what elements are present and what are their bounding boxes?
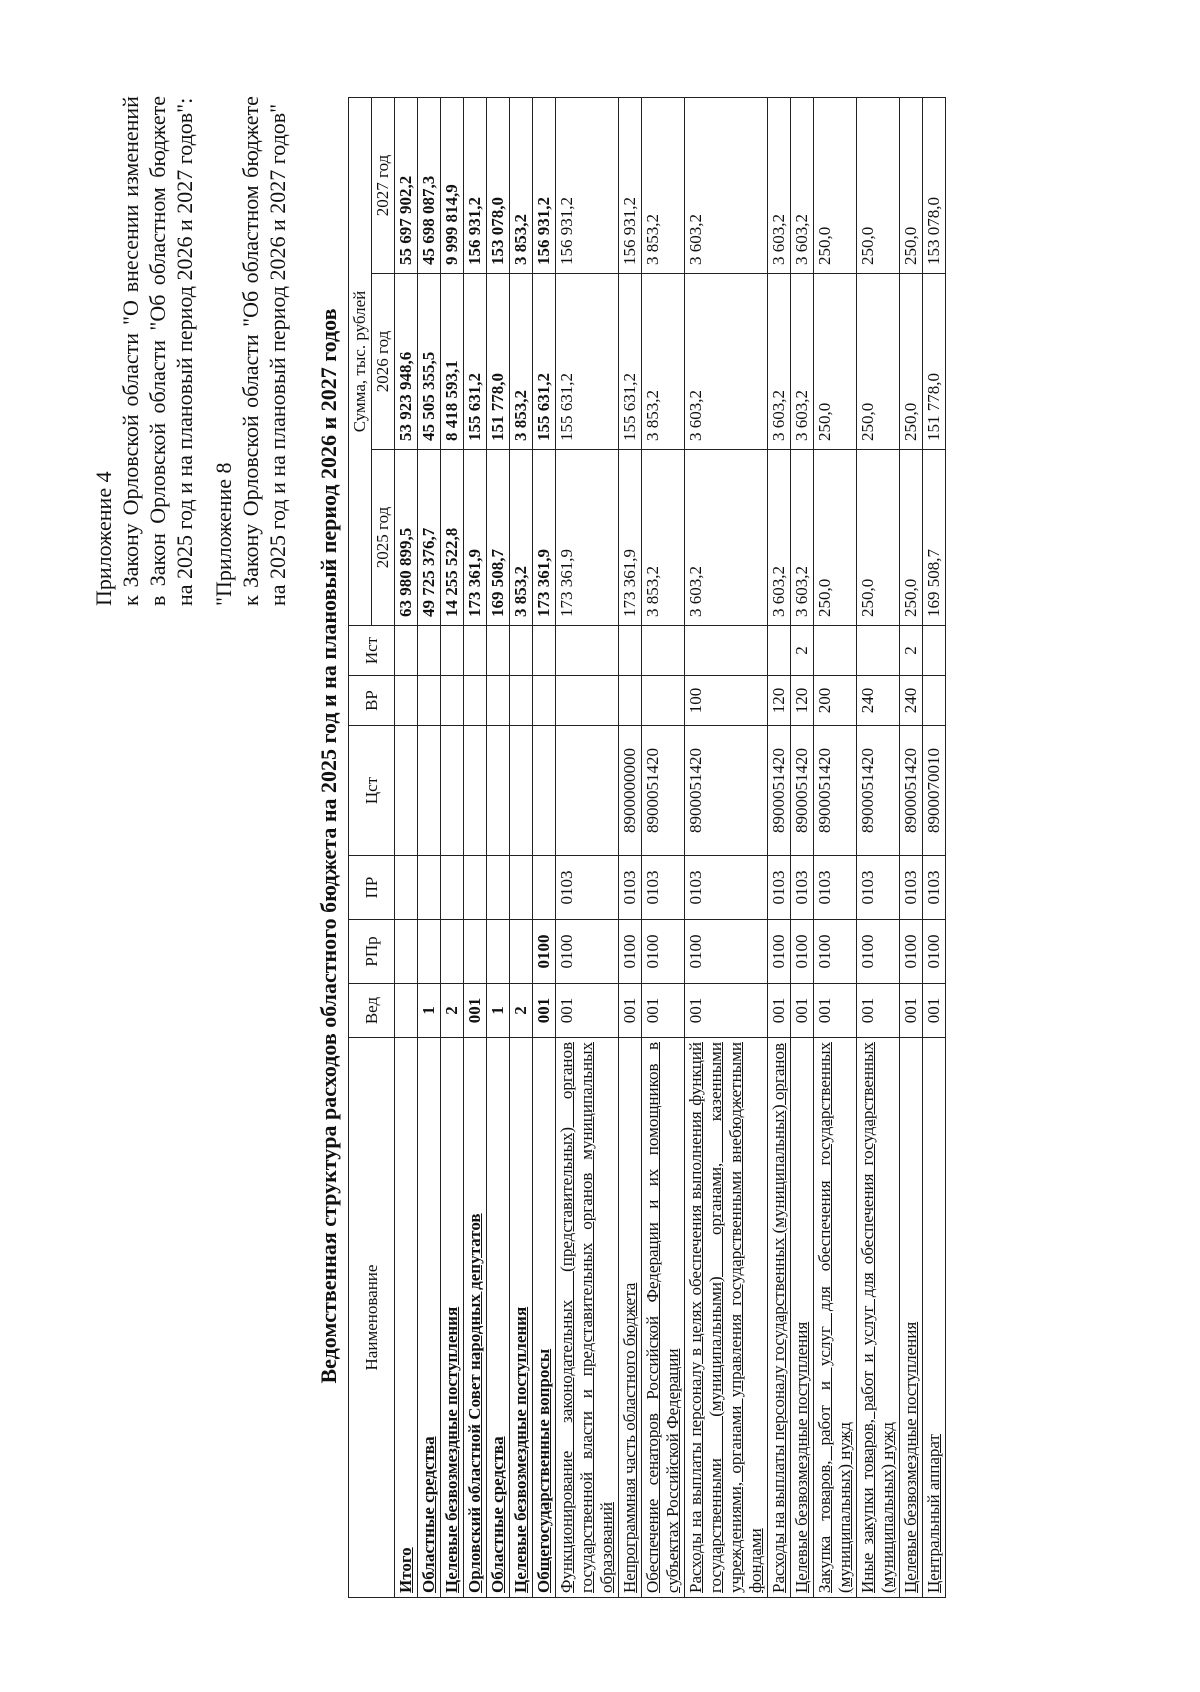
appendix-line: на 2025 год и на плановый период 2026 и 2027 годов" (265, 103, 290, 606)
cell-name: Расходы на выплаты персоналу государственных (муниципальных) органов (768, 1038, 791, 1598)
cell-2026: 151 778,0 (487, 274, 510, 450)
cell-ved: 1 (418, 984, 441, 1038)
document-page (80, 76, 1120, 1616)
cell-ved: 001 (768, 984, 791, 1038)
table-row (619, 97, 642, 1597)
cell-vr (441, 676, 464, 726)
cell-2025: 3 603,2 (685, 450, 768, 626)
table-row (533, 97, 556, 1597)
cell-ved: 001 (685, 984, 768, 1038)
appendix-header-amended (210, 96, 291, 606)
cell-cst: 8900051420 (857, 726, 900, 856)
header-vr: ВР (349, 676, 395, 726)
cell-2026: 45 505 355,5 (418, 274, 441, 450)
header-2025: 2025 год (372, 450, 395, 626)
cell-cst (464, 726, 487, 856)
cell-ist (533, 626, 556, 676)
cell-2026: 3 853,2 (642, 274, 685, 450)
appendix-number: "Приложение 8 (211, 462, 236, 606)
table-row (464, 97, 487, 1597)
cell-2025: 169 508,7 (487, 450, 510, 626)
document-title: Ведомственная структура расходов областного бюджета на 2025 год и на плановый период 2026 и 2027 годов (316, 308, 341, 1384)
cell-vr: 120 (791, 676, 814, 726)
cell-ist: 2 (791, 626, 814, 676)
cell-2026: 8 418 593,1 (441, 274, 464, 450)
cell-cst (510, 726, 533, 856)
cell-pr: 0103 (857, 856, 900, 920)
cell-2025: 3 603,2 (791, 450, 814, 626)
cell-name: Непрограммная часть областного бюджета (619, 1038, 642, 1598)
cell-ved: 001 (556, 984, 619, 1038)
cell-name: Общегосударственные вопросы (533, 1038, 556, 1598)
cell-2025: 250,0 (857, 450, 900, 626)
cell-2027: 9 999 814,9 (441, 97, 464, 273)
cell-vr (923, 676, 946, 726)
cell-ist (441, 626, 464, 676)
cell-ved: 2 (441, 984, 464, 1038)
cell-2027: 156 931,2 (619, 97, 642, 273)
cell-pr (464, 856, 487, 920)
cell-name: Областные средства (487, 1038, 510, 1598)
cell-rpr (418, 920, 441, 984)
cell-rpr (510, 920, 533, 984)
table-row (791, 97, 814, 1597)
cell-rpr: 0100 (791, 920, 814, 984)
cell-2026: 155 631,2 (619, 274, 642, 450)
cell-vr (510, 676, 533, 726)
cell-2026: 250,0 (900, 274, 923, 450)
cell-pr: 0103 (642, 856, 685, 920)
cell-name: Функционирование законодательных (представительных) органов государственной власти и представительных органов муниципальных образований (556, 1038, 619, 1598)
cell-cst (441, 726, 464, 856)
cell-2025: 63 980 899,5 (395, 450, 418, 626)
cell-2025: 3 603,2 (768, 450, 791, 626)
cell-2027: 45 698 087,3 (418, 97, 441, 273)
cell-vr (642, 676, 685, 726)
cell-ved: 1 (487, 984, 510, 1038)
cell-ved: 2 (510, 984, 533, 1038)
table-row (814, 97, 857, 1597)
cell-rpr: 0100 (533, 920, 556, 984)
cell-rpr (464, 920, 487, 984)
cell-2026: 155 631,2 (556, 274, 619, 450)
cell-vr (464, 676, 487, 726)
cell-name: Итого (395, 1038, 418, 1598)
table-row (418, 97, 441, 1597)
cell-name: Закупка товаров, работ и услуг для обеспечения государственных (муниципальных) нужд (814, 1038, 857, 1598)
cell-2026: 3 603,2 (685, 274, 768, 450)
table-row (556, 97, 619, 1597)
cell-2025: 173 361,9 (464, 450, 487, 626)
cell-2027: 3 603,2 (791, 97, 814, 273)
cell-vr (556, 676, 619, 726)
cell-2027: 3 603,2 (685, 97, 768, 273)
cell-pr (441, 856, 464, 920)
cell-ved: 001 (900, 984, 923, 1038)
cell-2027: 3 603,2 (768, 97, 791, 273)
cell-rpr: 0100 (900, 920, 923, 984)
cell-pr: 0103 (619, 856, 642, 920)
cell-2025: 49 725 376,7 (418, 450, 441, 626)
header-2027: 2027 год (372, 97, 395, 273)
cell-cst (418, 726, 441, 856)
cell-name: Целевые безвозмездные поступления (791, 1038, 814, 1598)
cell-ist (923, 626, 946, 676)
cell-2025: 173 361,9 (619, 450, 642, 626)
cell-2026: 53 923 948,6 (395, 274, 418, 450)
header-ved: Вед (349, 984, 395, 1038)
cell-ist (464, 626, 487, 676)
cell-rpr: 0100 (685, 920, 768, 984)
cell-cst (395, 726, 418, 856)
cell-cst: 8900051420 (791, 726, 814, 856)
cell-2025: 3 853,2 (642, 450, 685, 626)
cell-ist (685, 626, 768, 676)
cell-rpr: 0100 (814, 920, 857, 984)
appendix-header (90, 96, 198, 606)
table-row (857, 97, 900, 1597)
cell-ved: 001 (791, 984, 814, 1038)
cell-rpr (441, 920, 464, 984)
header-cst: Цст (349, 726, 395, 856)
cell-ist: 2 (900, 626, 923, 676)
table-row (642, 97, 685, 1597)
cell-pr (533, 856, 556, 920)
cell-2026: 3 603,2 (768, 274, 791, 450)
cell-vr: 240 (900, 676, 923, 726)
cell-name: Иные закупки товаров, работ и услуг для обеспечения государственных (муниципальных) нужд (857, 1038, 900, 1598)
budget-table (348, 97, 946, 1598)
cell-2026: 3 603,2 (791, 274, 814, 450)
cell-2027: 156 931,2 (533, 97, 556, 273)
cell-2026: 155 631,2 (464, 274, 487, 450)
cell-2027: 55 697 902,2 (395, 97, 418, 273)
table-row (685, 97, 768, 1597)
cell-ved: 001 (533, 984, 556, 1038)
cell-vr (619, 676, 642, 726)
cell-pr (487, 856, 510, 920)
cell-vr: 120 (768, 676, 791, 726)
cell-2025: 250,0 (814, 450, 857, 626)
cell-pr: 0103 (685, 856, 768, 920)
cell-ist (642, 626, 685, 676)
header-2026: 2026 год (372, 274, 395, 450)
cell-name: Целевые безвозмездные поступления (441, 1038, 464, 1598)
cell-rpr: 0100 (857, 920, 900, 984)
cell-2026: 3 853,2 (510, 274, 533, 450)
cell-vr: 100 (685, 676, 768, 726)
table-row (395, 97, 418, 1597)
cell-ved (395, 984, 418, 1038)
appendix-line: к Закону Орловской области "Об областном бюджете (238, 96, 263, 606)
cell-rpr: 0100 (923, 920, 946, 984)
cell-2027: 3 853,2 (510, 97, 533, 273)
cell-2026: 250,0 (857, 274, 900, 450)
cell-2025: 14 255 522,8 (441, 450, 464, 626)
cell-2026: 151 778,0 (923, 274, 946, 450)
table-row (441, 97, 464, 1597)
cell-name: Орловский областной Совет народных депутатов (464, 1038, 487, 1598)
cell-pr: 0103 (768, 856, 791, 920)
appendix-number: Приложение 4 (91, 471, 116, 606)
cell-cst: 8900000000 (619, 726, 642, 856)
cell-name: Центральный аппарат (923, 1038, 946, 1598)
cell-2027: 153 078,0 (487, 97, 510, 273)
cell-ist (418, 626, 441, 676)
cell-cst: 8900051420 (900, 726, 923, 856)
cell-ved: 001 (857, 984, 900, 1038)
cell-2025: 169 508,7 (923, 450, 946, 626)
header-pr: ПР (349, 856, 395, 920)
cell-cst: 8900070010 (923, 726, 946, 856)
cell-vr: 240 (857, 676, 900, 726)
table-row (510, 97, 533, 1597)
cell-ist (814, 626, 857, 676)
cell-ist (619, 626, 642, 676)
cell-2025: 173 361,9 (556, 450, 619, 626)
cell-vr: 200 (814, 676, 857, 726)
cell-pr: 0103 (791, 856, 814, 920)
cell-vr (487, 676, 510, 726)
appendix-line: к Закону Орловской области "О внесении изменений (118, 96, 143, 606)
cell-pr: 0103 (900, 856, 923, 920)
cell-rpr: 0100 (619, 920, 642, 984)
cell-rpr: 0100 (556, 920, 619, 984)
cell-ved: 001 (464, 984, 487, 1038)
cell-ist (768, 626, 791, 676)
table-row (900, 97, 923, 1597)
cell-name: Обеспечение сенаторов Российской Федерации и их помощников в субъектах Российской Федерации (642, 1038, 685, 1598)
cell-pr: 0103 (923, 856, 946, 920)
cell-pr: 0103 (814, 856, 857, 920)
cell-cst: 8900051420 (814, 726, 857, 856)
cell-cst (487, 726, 510, 856)
cell-cst (556, 726, 619, 856)
cell-2025: 173 361,9 (533, 450, 556, 626)
cell-2027: 153 078,0 (923, 97, 946, 273)
appendix-line: в Закон Орловской области "Об областном бюджете (145, 96, 170, 606)
cell-2027: 156 931,2 (556, 97, 619, 273)
cell-cst: 8900051420 (642, 726, 685, 856)
header-name: Наименование (349, 1038, 395, 1598)
cell-2025: 250,0 (900, 450, 923, 626)
cell-rpr (487, 920, 510, 984)
cell-ist (487, 626, 510, 676)
cell-2027: 250,0 (857, 97, 900, 273)
cell-vr (395, 676, 418, 726)
header-rpr: РПр (349, 920, 395, 984)
cell-cst: 8900051420 (685, 726, 768, 856)
cell-name: Расходы на выплаты персоналу в целях обеспечения выполнения функций государственными (муниципальными) органами, казенными учреждениями, органами управления государственными внебюджетными фондами (685, 1038, 768, 1598)
cell-2025: 3 853,2 (510, 450, 533, 626)
cell-2027: 3 853,2 (642, 97, 685, 273)
table-row (487, 97, 510, 1597)
cell-pr: 0103 (556, 856, 619, 920)
table-row (923, 97, 946, 1597)
cell-2026: 250,0 (814, 274, 857, 450)
cell-name: Областные средства (418, 1038, 441, 1598)
cell-rpr (395, 920, 418, 984)
header-ist: Ист (349, 626, 395, 676)
cell-name: Целевые безвозмездные поступления (510, 1038, 533, 1598)
cell-cst: 8900051420 (768, 726, 791, 856)
cell-cst (533, 726, 556, 856)
cell-ist (556, 626, 619, 676)
cell-ist (395, 626, 418, 676)
cell-rpr: 0100 (768, 920, 791, 984)
cell-ved: 001 (642, 984, 685, 1038)
cell-2027: 250,0 (900, 97, 923, 273)
cell-vr (418, 676, 441, 726)
cell-ved: 001 (814, 984, 857, 1038)
header-sum: Сумма, тыс. рублей (349, 97, 372, 625)
cell-2027: 156 931,2 (464, 97, 487, 273)
cell-pr (418, 856, 441, 920)
cell-ved: 001 (923, 984, 946, 1038)
cell-2026: 155 631,2 (533, 274, 556, 450)
cell-ist (510, 626, 533, 676)
table-row (768, 97, 791, 1597)
cell-rpr: 0100 (642, 920, 685, 984)
cell-name: Целевые безвозмездные поступления (900, 1038, 923, 1598)
cell-ved: 001 (619, 984, 642, 1038)
cell-ist (857, 626, 900, 676)
cell-vr (533, 676, 556, 726)
cell-2027: 250,0 (814, 97, 857, 273)
cell-pr (395, 856, 418, 920)
appendix-line: на 2025 год и на плановый период 2026 и 2027 годов": (172, 97, 197, 606)
cell-pr (510, 856, 533, 920)
